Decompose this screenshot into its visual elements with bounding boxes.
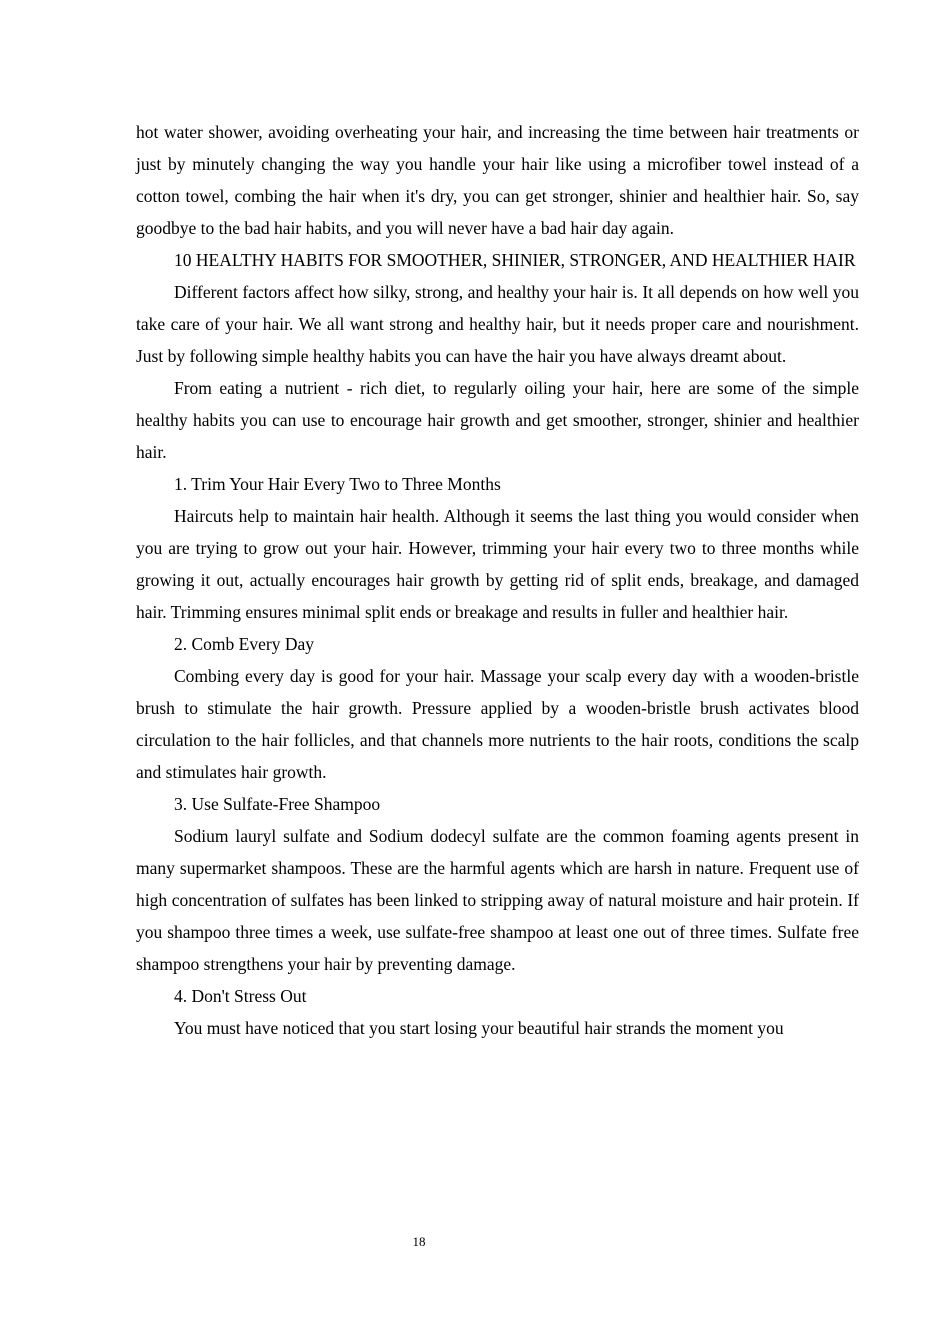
paragraph-stress: You must have noticed that you start losing your beautiful hair strands the moment you bbox=[174, 1018, 784, 1038]
paragraph-intro: Different factors affect how silky, strong, and healthy your hair is. It all depends on how well you take care of your hair. We all want strong and healthy hair, but it needs proper care and nourishment. Just by following simple healthy habits you can have the hair you have always dreamt about. bbox=[136, 282, 859, 366]
paragraph-overview: From eating a nutrient - rich diet, to regularly oiling your hair, here are some of the simple healthy habits you can use to encourage hair growth and get smoother, stronger, shinier and healthier hair. bbox=[136, 378, 859, 462]
paragraph-continuation: hot water shower, avoiding overheating your hair, and increasing the time between hair treatments or just by minutely changing the way you handle your hair like using a microfiber towel instead of a cotton towel, combing the hair when it's dry, you can get stronger, shinier and healthier hair. So, say goodbye to the bad hair habits, and you will never have a bad hair day again. bbox=[136, 122, 859, 238]
document-page-body bbox=[136, 116, 859, 1044]
subheading-comb: 2. Comb Every Day bbox=[174, 634, 314, 654]
page-number: 18 bbox=[412, 1234, 426, 1249]
section-heading: 10 HEALTHY HABITS FOR SMOOTHER, SHINIER, STRONGER, AND HEALTHIER HAIR bbox=[174, 250, 856, 270]
paragraph-comb: Combing every day is good for your hair. Massage your scalp every day with a wooden-bristle brush to stimulate the hair growth. Pressure applied by a wooden-bristle brush activates blood circulation to the hair follicles, and that channels more nutrients to the hair roots, conditions the scalp and stimulates hair growth. bbox=[136, 666, 859, 782]
paragraph-shampoo: Sodium lauryl sulfate and Sodium dodecyl sulfate are the common foaming agents present in many supermarket shampoos. These are the harmful agents which are harsh in nature. Frequent use of high concentration of sulfates has been linked to stripping away of natural moisture and hair protein. If you shampoo three times a week, use sulfate-free shampoo at least one out of three times. Sulfate free shampoo strengthens your hair by preventing damage. bbox=[136, 826, 859, 974]
subheading-trim: 1. Trim Your Hair Every Two to Three Months bbox=[174, 474, 501, 494]
paragraph-trim: Haircuts help to maintain hair health. Although it seems the last thing you would consider when you are trying to grow out your hair. However, trimming your hair every two to three months while growing it out, actually encourages hair growth by getting rid of split ends, breakage, and damaged hair. Trimming ensures minimal split ends or breakage and results in fuller and healthier hair. bbox=[136, 506, 859, 622]
subheading-shampoo: 3. Use Sulfate-Free Shampoo bbox=[174, 794, 381, 814]
subheading-stress: 4. Don't Stress Out bbox=[174, 986, 307, 1006]
